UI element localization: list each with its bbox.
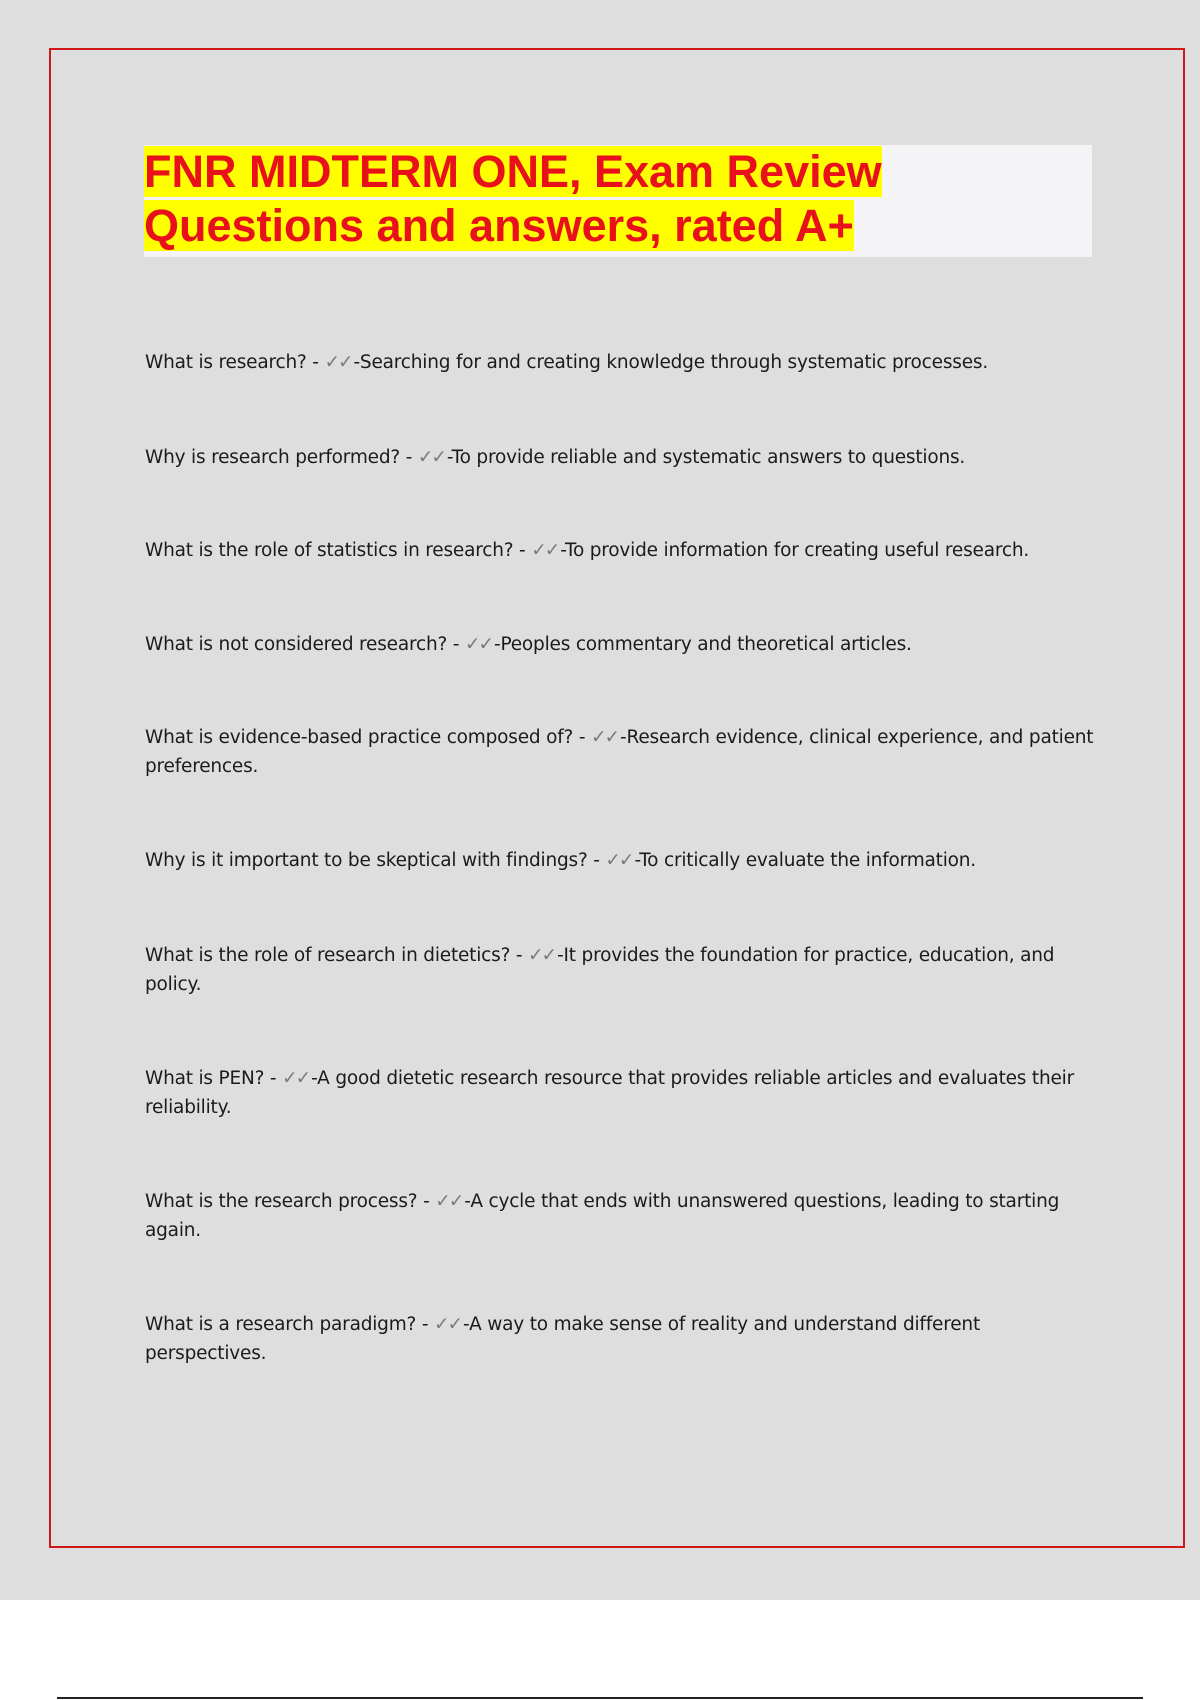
double-check-icon: ✓✓ [591, 727, 619, 748]
double-check-icon: ✓✓ [605, 850, 633, 871]
answer-text: -It provides the foundation for practice, education, and policy. [145, 945, 1055, 995]
double-check-icon: ✓✓ [417, 447, 445, 468]
question-text: What is PEN? - [145, 1068, 283, 1089]
question-text: What is the role of statistics in research? - [145, 540, 532, 561]
qa-item-10 [145, 1310, 1095, 1368]
question-text: What is the role of research in dietetics? - [145, 945, 529, 966]
double-check-icon: ✓✓ [324, 352, 352, 373]
question-text: What is a research paradigm? - [145, 1314, 435, 1335]
footer-divider [57, 1697, 1143, 1699]
qa-item-5 [145, 723, 1095, 781]
question-text: What is not considered research? - [145, 634, 465, 655]
answer-text: -To provide information for creating useful research. [560, 540, 1030, 561]
question-text: What is evidence-based practice composed of? - [145, 727, 592, 748]
answer-text: -A cycle that ends with unanswered questions, leading to starting again. [145, 1191, 1060, 1241]
answer-text: -A way to make sense of reality and understand different perspectives. [145, 1314, 980, 1364]
double-check-icon: ✓✓ [464, 634, 492, 655]
qa-item-7 [145, 941, 1095, 999]
qa-item-9 [145, 1187, 1095, 1245]
question-text: What is research? - [145, 352, 325, 373]
answer-text: -Peoples commentary and theoretical articles. [493, 634, 912, 655]
double-check-icon: ✓✓ [434, 1314, 462, 1335]
qa-item-6 [145, 846, 1095, 875]
document-title [144, 145, 1092, 253]
qa-item-1 [145, 348, 1095, 377]
answer-text: -A good dietetic research resource that provides reliable articles and evaluates their reliability. [145, 1068, 1075, 1118]
qa-item-8 [145, 1064, 1095, 1122]
answer-text: -To provide reliable and systematic answers to questions. [446, 447, 966, 468]
double-check-icon: ✓✓ [282, 1068, 310, 1089]
title-line-1: FNR MIDTERM ONE, Exam Review [144, 146, 882, 197]
question-text: What is the research process? - [145, 1191, 436, 1212]
title-line-2: Questions and answers, rated A+ [144, 200, 854, 251]
answer-text: -Research evidence, clinical experience, and patient preferences. [145, 727, 1094, 777]
answer-text: -Searching for and creating knowledge through systematic processes. [353, 352, 988, 373]
double-check-icon: ✓✓ [435, 1191, 463, 1212]
question-text: Why is research performed? - [145, 447, 418, 468]
double-check-icon: ✓✓ [528, 945, 556, 966]
qa-item-4 [145, 630, 1095, 659]
double-check-icon: ✓✓ [531, 540, 559, 561]
question-text: Why is it important to be skeptical with findings? - [145, 850, 606, 871]
qa-item-3 [145, 536, 1095, 565]
qa-item-2 [145, 443, 1095, 472]
answer-text: -To critically evaluate the information. [634, 850, 976, 871]
